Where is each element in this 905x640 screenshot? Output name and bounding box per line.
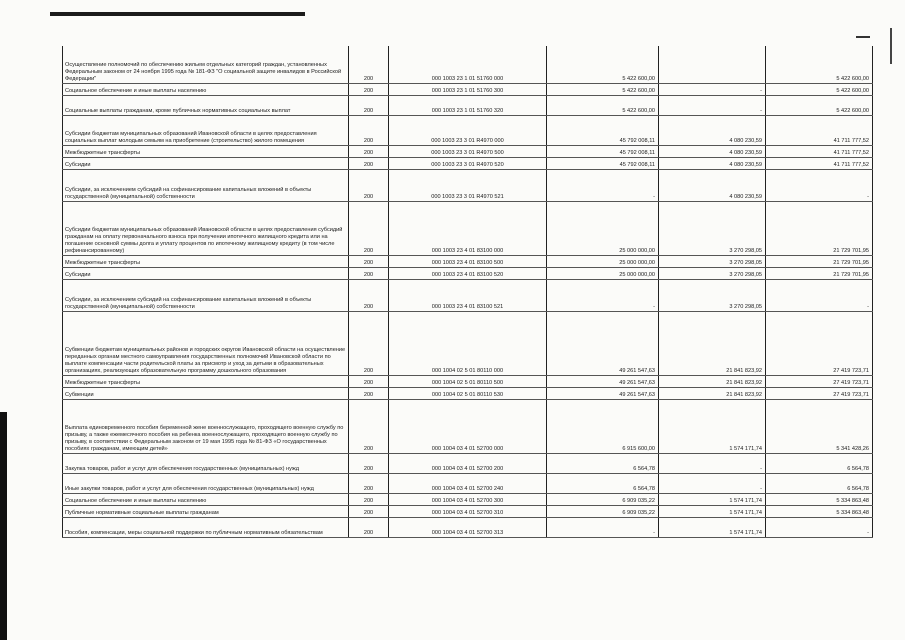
table-row	[63, 494, 873, 506]
row-code: 200	[349, 388, 389, 400]
row-code: 200	[349, 400, 389, 454]
row-code: 200	[349, 256, 389, 268]
row-executed: 21 841 823,92	[659, 388, 766, 400]
row-unexecuted: 27 419 723,71	[766, 312, 873, 376]
row-code: 200	[349, 170, 389, 202]
table-row	[63, 116, 873, 146]
row-code: 200	[349, 376, 389, 388]
row-kbk: 000 1003 23 4 01 83100 000	[389, 202, 547, 256]
row-kbk: 000 1003 23 3 01 R4970 500	[389, 146, 547, 158]
top-rule	[50, 12, 305, 16]
row-executed: 21 841 823,92	[659, 312, 766, 376]
row-name: Социальные выплаты гражданам, кроме публичных нормативных социальных выплат	[63, 96, 349, 116]
corner-mark	[856, 36, 870, 38]
row-executed: 3 270 298,05	[659, 202, 766, 256]
row-executed: 3 270 298,05	[659, 280, 766, 312]
row-unexecuted: 5 422 600,00	[766, 84, 873, 96]
row-approved: 25 000 000,00	[547, 202, 659, 256]
row-unexecuted: 5 334 863,48	[766, 494, 873, 506]
row-executed: 3 270 298,05	[659, 268, 766, 280]
scan-edge-shadow	[0, 412, 7, 640]
row-approved: 25 000 000,00	[547, 256, 659, 268]
row-kbk: 000 1004 02 5 01 80110 530	[389, 388, 547, 400]
row-executed: -	[659, 454, 766, 474]
row-approved: 6 909 035,22	[547, 494, 659, 506]
row-name: Иные закупки товаров, работ и услуг для обеспечения государственных (муниципальных) нужд	[63, 474, 349, 494]
row-unexecuted: 41 711 777,52	[766, 146, 873, 158]
row-approved: 6 915 600,00	[547, 400, 659, 454]
row-unexecuted: 6 564,78	[766, 454, 873, 474]
row-name: Пособия, компенсации, меры социальной поддержки по публичным нормативным обязательствам	[63, 518, 349, 538]
row-kbk: 000 1003 23 3 01 R4970 520	[389, 158, 547, 170]
row-code: 200	[349, 96, 389, 116]
row-unexecuted: 21 729 701,95	[766, 268, 873, 280]
row-unexecuted: -	[766, 518, 873, 538]
row-approved: 5 422 600,00	[547, 84, 659, 96]
row-approved: 45 792 008,11	[547, 116, 659, 146]
row-code: 200	[349, 84, 389, 96]
row-unexecuted: 21 729 701,95	[766, 256, 873, 268]
row-name: Межбюджетные трансферты	[63, 256, 349, 268]
row-unexecuted: -	[766, 280, 873, 312]
table-row	[63, 506, 873, 518]
row-kbk: 000 1003 23 3 01 R4970 521	[389, 170, 547, 202]
row-executed: 3 270 298,05	[659, 256, 766, 268]
row-approved: -	[547, 518, 659, 538]
table-row	[63, 376, 873, 388]
row-name: Субсидии, за исключением субсидий на софинансирование капитальных вложений в объекты государственной (муниципальной) собственности	[63, 280, 349, 312]
row-code: 200	[349, 312, 389, 376]
table-row	[63, 158, 873, 170]
row-unexecuted: 5 422 600,00	[766, 96, 873, 116]
table-row	[63, 256, 873, 268]
row-approved: 45 792 008,11	[547, 146, 659, 158]
row-kbk: 000 1004 03 4 01 52700 000	[389, 400, 547, 454]
row-executed: 4 080 230,59	[659, 116, 766, 146]
table-row	[63, 280, 873, 312]
row-kbk: 000 1004 03 4 01 52700 200	[389, 454, 547, 474]
row-name: Межбюджетные трансферты	[63, 146, 349, 158]
row-executed: -	[659, 96, 766, 116]
row-name: Публичные нормативные социальные выплаты гражданам	[63, 506, 349, 518]
row-executed: 4 080 230,59	[659, 146, 766, 158]
row-approved: 6 909 035,22	[547, 506, 659, 518]
row-approved: 5 422 600,00	[547, 46, 659, 84]
row-unexecuted: 5 334 863,48	[766, 506, 873, 518]
row-name: Социальное обеспечение и иные выплаты населению	[63, 494, 349, 506]
row-executed: 1 574 171,74	[659, 506, 766, 518]
row-approved: 6 564,78	[547, 454, 659, 474]
row-kbk: 000 1003 23 1 01 51760 000	[389, 46, 547, 84]
row-executed: 21 841 823,92	[659, 376, 766, 388]
row-name: Субсидии	[63, 158, 349, 170]
row-kbk: 000 1004 03 4 01 52700 310	[389, 506, 547, 518]
row-kbk: 000 1003 23 1 01 51760 300	[389, 84, 547, 96]
row-unexecuted: 27 419 723,71	[766, 388, 873, 400]
row-kbk: 000 1004 02 5 01 80110 500	[389, 376, 547, 388]
table-row	[63, 312, 873, 376]
row-approved: 5 422 600,00	[547, 96, 659, 116]
row-code: 200	[349, 280, 389, 312]
row-code: 200	[349, 116, 389, 146]
row-name: Межбюджетные трансферты	[63, 376, 349, 388]
row-code: 200	[349, 474, 389, 494]
row-kbk: 000 1003 23 3 01 R4970 000	[389, 116, 547, 146]
row-name: Выплата единовременного пособия беременной жене военнослужащего, проходящего военную службу по призыву, а также ежемесячного пособия на ребенка военнослужащего, проходящего военную службу по призыву, в соответствии с Федеральным законом от 19 мая 1995 года № 81-ФЗ «О государственных пособиях гражданам, имеющим детей»	[63, 400, 349, 454]
row-kbk: 000 1003 23 1 01 51760 320	[389, 96, 547, 116]
row-approved: 49 261 547,63	[547, 312, 659, 376]
table-row	[63, 474, 873, 494]
row-kbk: 000 1003 23 4 01 83100 521	[389, 280, 547, 312]
row-name: Субсидии, за исключением субсидий на софинансирование капитальных вложений в объекты государственной (муниципальной) собственности	[63, 170, 349, 202]
row-approved: 6 564,78	[547, 474, 659, 494]
page-edge-mark	[890, 28, 892, 64]
row-code: 200	[349, 268, 389, 280]
row-name: Осуществление полномочий по обеспечению жильем отдельных категорий граждан, установленных Федеральным законом от 24 ноября 1995 года № 181-ФЗ "О социальной защите инвалидов в Российской Федерации"	[63, 46, 349, 84]
row-kbk: 000 1004 02 5 01 80110 000	[389, 312, 547, 376]
table-row	[63, 518, 873, 538]
row-code: 200	[349, 202, 389, 256]
row-kbk: 000 1004 03 4 01 52700 313	[389, 518, 547, 538]
row-code: 200	[349, 518, 389, 538]
row-name: Социальное обеспечение и иные выплаты населению	[63, 84, 349, 96]
row-executed: 1 574 171,74	[659, 518, 766, 538]
row-executed: 1 574 171,74	[659, 494, 766, 506]
row-name: Закупка товаров, работ и услуг для обеспечения государственных (муниципальных) нужд	[63, 454, 349, 474]
row-code: 200	[349, 494, 389, 506]
row-kbk: 000 1003 23 4 01 83100 500	[389, 256, 547, 268]
row-executed: 4 080 230,59	[659, 158, 766, 170]
table-row	[63, 84, 873, 96]
row-approved: 45 792 008,11	[547, 158, 659, 170]
row-name: Субсидии бюджетам муниципальных образований Ивановской области в целях предоставления субсидий гражданам на оплату первоначального взноса при получении ипотечного жилищного кредита или на погашение основной суммы долга и уплату процентов по ипотечному жилищному кредиту (в том числе рефинансированному)	[63, 202, 349, 256]
row-executed: -	[659, 474, 766, 494]
row-name: Субсидии	[63, 268, 349, 280]
budget-table	[62, 46, 873, 538]
table-row	[63, 170, 873, 202]
table-row	[63, 96, 873, 116]
table-row	[63, 388, 873, 400]
row-unexecuted: -	[766, 170, 873, 202]
row-kbk: 000 1004 03 4 01 52700 240	[389, 474, 547, 494]
row-code: 200	[349, 158, 389, 170]
row-approved: -	[547, 170, 659, 202]
row-approved: 49 261 547,63	[547, 388, 659, 400]
row-unexecuted: 6 564,78	[766, 474, 873, 494]
row-approved: 49 261 547,63	[547, 376, 659, 388]
table-row	[63, 202, 873, 256]
row-code: 200	[349, 454, 389, 474]
row-kbk: 000 1004 03 4 01 52700 300	[389, 494, 547, 506]
table-row	[63, 146, 873, 158]
row-unexecuted: 21 729 701,95	[766, 202, 873, 256]
table-row	[63, 400, 873, 454]
row-unexecuted: 41 711 777,52	[766, 116, 873, 146]
table-row	[63, 46, 873, 84]
row-unexecuted: 5 422 600,00	[766, 46, 873, 84]
row-approved: -	[547, 280, 659, 312]
table-row	[63, 268, 873, 280]
row-unexecuted: 5 341 428,26	[766, 400, 873, 454]
row-name: Субвенции бюджетам муниципальных районов и городских округов Ивановской области на осуществление переданных органам местного самоуправления государственных полномочий Ивановской области по выплате компенсации части родительской платы за присмотр и уход за детьми в образовательных организациях, реализующих образовательную программу дошкольного образования	[63, 312, 349, 376]
row-name: Субвенции	[63, 388, 349, 400]
row-executed	[659, 46, 766, 84]
table-row	[63, 454, 873, 474]
row-executed: 1 574 171,74	[659, 400, 766, 454]
row-approved: 25 000 000,00	[547, 268, 659, 280]
row-unexecuted: 27 419 723,71	[766, 376, 873, 388]
row-executed: 4 080 230,59	[659, 170, 766, 202]
row-code: 200	[349, 506, 389, 518]
row-kbk: 000 1003 23 4 01 83100 520	[389, 268, 547, 280]
row-code: 200	[349, 46, 389, 84]
row-name: Субсидии бюджетам муниципальных образований Ивановской области в целях предоставления социальных выплат молодым семьям на приобретение (строительство) жилого помещения	[63, 116, 349, 146]
row-code: 200	[349, 146, 389, 158]
row-unexecuted: 41 711 777,52	[766, 158, 873, 170]
row-executed: -	[659, 84, 766, 96]
